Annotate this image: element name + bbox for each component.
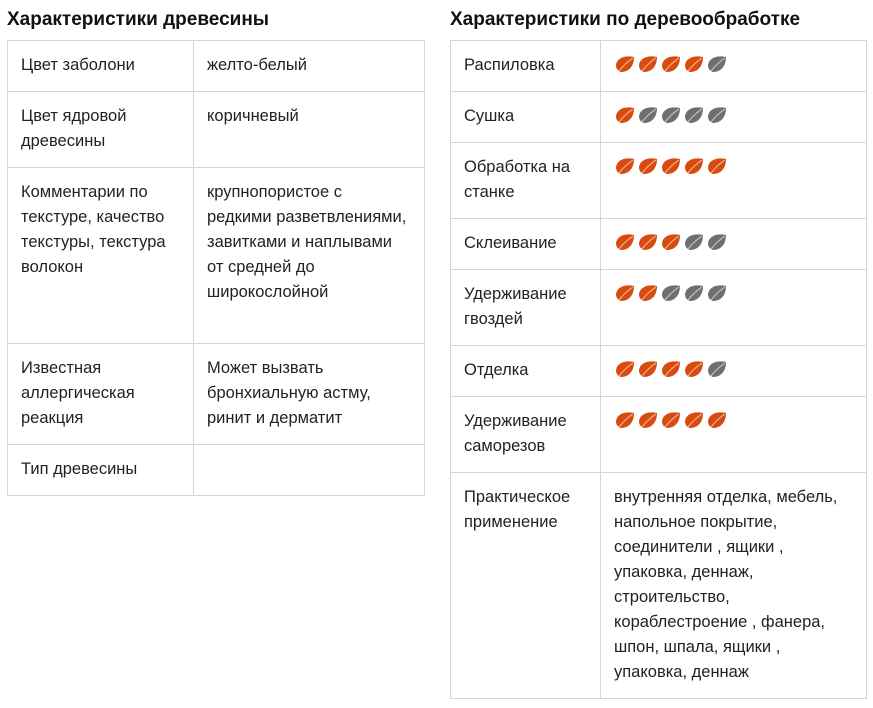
property-label: Цвет заболони [8, 41, 194, 92]
leaf-icon [637, 410, 659, 430]
leaf-icon [706, 54, 728, 74]
rating-cell [601, 143, 867, 219]
property-label: Распиловка [451, 41, 601, 92]
wood-properties-section [7, 0, 425, 496]
property-label: Обработка на станке [451, 143, 601, 219]
leaf-icon [683, 283, 705, 303]
leaf-icon [660, 410, 682, 430]
leaf-icon [637, 359, 659, 379]
leaf-rating [614, 358, 853, 379]
table-row [451, 41, 867, 92]
leaf-icon [660, 54, 682, 74]
property-label: Практическое применение [451, 473, 601, 699]
leaf-icon [683, 232, 705, 252]
leaf-icon [706, 156, 728, 176]
leaf-icon [683, 410, 705, 430]
rating-cell [601, 219, 867, 270]
table-row [451, 143, 867, 219]
rating-cell [601, 397, 867, 473]
leaf-icon [614, 359, 636, 379]
leaf-rating [614, 155, 853, 176]
leaf-icon [660, 156, 682, 176]
leaf-icon [683, 359, 705, 379]
leaf-icon [683, 156, 705, 176]
leaf-icon [706, 283, 728, 303]
property-value: коричневый [194, 92, 425, 168]
leaf-rating [614, 409, 853, 430]
leaf-icon [637, 156, 659, 176]
property-label: Известная аллергическая реакция [8, 344, 194, 445]
rating-cell [601, 270, 867, 346]
leaf-rating [614, 53, 853, 74]
leaf-icon [614, 105, 636, 125]
table-row [8, 41, 425, 92]
leaf-icon [637, 232, 659, 252]
property-value: крупнопористое с редкими разветвлениями, завитками и наплывами от средней до широкослойной [194, 168, 425, 344]
rating-cell [601, 346, 867, 397]
leaf-icon [614, 232, 636, 252]
leaf-icon [683, 54, 705, 74]
table-row [451, 92, 867, 143]
leaf-icon [706, 410, 728, 430]
table-row [8, 92, 425, 168]
leaf-icon [614, 283, 636, 303]
property-label: Склеивание [451, 219, 601, 270]
leaf-icon [683, 105, 705, 125]
leaf-icon [660, 283, 682, 303]
table-row [451, 219, 867, 270]
table-row [8, 168, 425, 344]
table-row [451, 473, 867, 699]
leaf-icon [706, 359, 728, 379]
wood-properties-title: Характеристики древесины [7, 9, 270, 30]
leaf-rating [614, 104, 853, 125]
leaf-icon [706, 232, 728, 252]
woodworking-section [450, 0, 867, 699]
property-label: Сушка [451, 92, 601, 143]
leaf-icon [614, 156, 636, 176]
table-row [451, 270, 867, 346]
property-value [194, 445, 425, 496]
leaf-rating [614, 282, 853, 303]
leaf-icon [660, 359, 682, 379]
property-label: Отделка [451, 346, 601, 397]
property-label: Удерживание гвоздей [451, 270, 601, 346]
leaf-icon [614, 54, 636, 74]
leaf-icon [660, 232, 682, 252]
property-label: Комментарии по текстуре, качество текстуры, текстура волокон [8, 168, 194, 344]
wood-properties-table [7, 40, 425, 496]
property-value: желто-белый [194, 41, 425, 92]
leaf-icon [637, 54, 659, 74]
leaf-icon [637, 105, 659, 125]
rating-cell [601, 92, 867, 143]
property-label: Удерживание саморезов [451, 397, 601, 473]
rating-cell [601, 41, 867, 92]
property-value: Может вызвать бронхиальную астму, ринит и дерматит [194, 344, 425, 445]
table-row [451, 346, 867, 397]
property-label: Цвет ядровой древесины [8, 92, 194, 168]
table-row [8, 445, 425, 496]
property-value: внутренняя отделка, мебель, напольное покрытие, соединители , ящики , упаковка, деннаж, строительство, кораблестроение , фанера, шпон, шпала, ящики , упаковка, деннаж [601, 473, 867, 699]
leaf-rating [614, 231, 853, 252]
leaf-icon [660, 105, 682, 125]
table-row [8, 344, 425, 445]
table-row [451, 397, 867, 473]
leaf-icon [614, 410, 636, 430]
woodworking-table [450, 40, 867, 699]
leaf-icon [637, 283, 659, 303]
woodworking-title: Характеристики по деревообработке [450, 9, 801, 30]
property-label: Тип древесины [8, 445, 194, 496]
leaf-icon [706, 105, 728, 125]
